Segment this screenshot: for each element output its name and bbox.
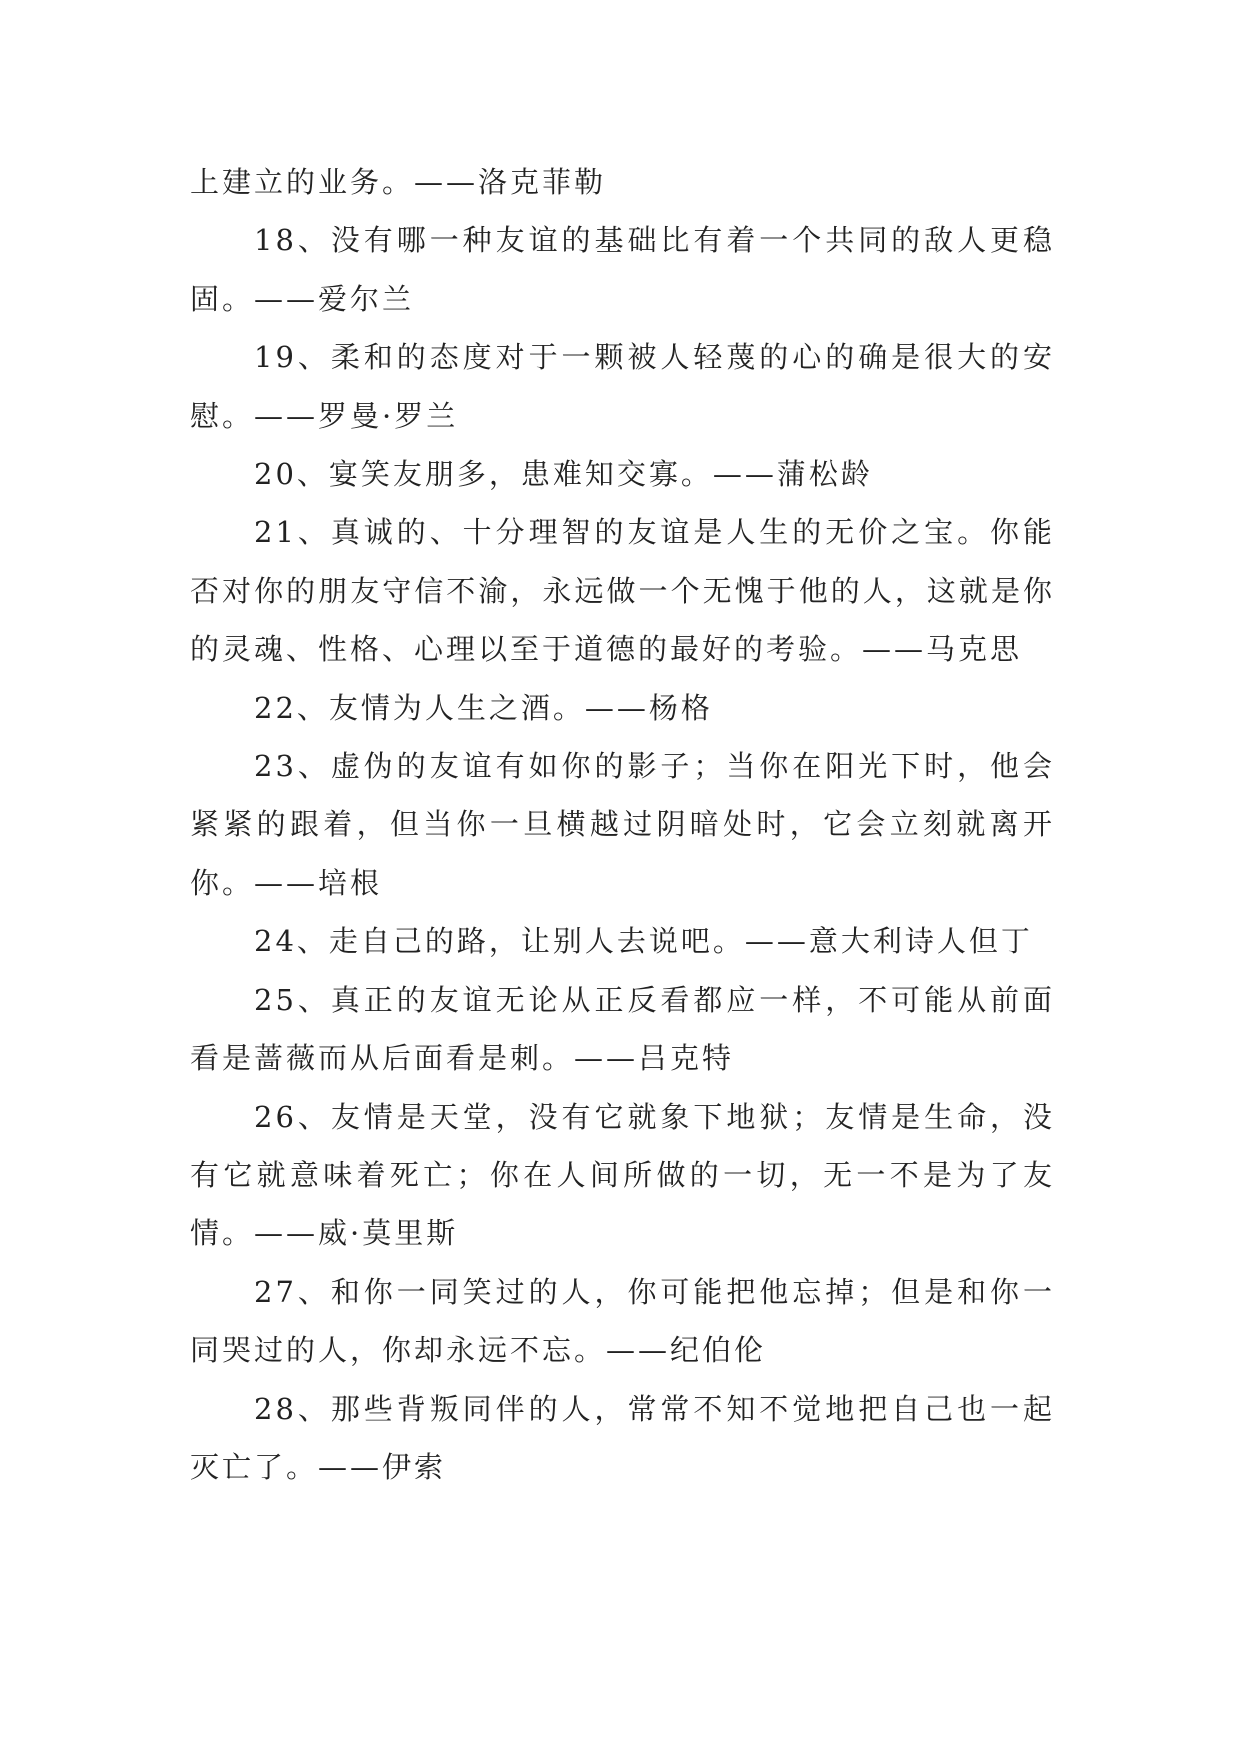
quote-22: 22、友情为人生之酒。——杨格 (254, 690, 713, 725)
document-page (190, 153, 1055, 1496)
quote-25: 25、真正的友谊无论从正反看都应一样，不可能从前面看是蔷薇而从后面看是刺。——吕克特 (190, 982, 1055, 1076)
quote-26: 26、友情是天堂，没有它就象下地狱；友情是生命，没有它就意味着死亡；你在人间所做的一切，无一不是为了友情。——威·莫里斯 (190, 1099, 1055, 1251)
quote-23: 23、虚伪的友谊有如你的影子；当你在阳光下时，他会紧紧的跟着，但当你一旦横越过阴暗处时，它会立刻就离开你。——培根 (190, 749, 1055, 900)
quote-18: 18、没有哪一种友谊的基础比有着一个共同的敌人更稳固。——爱尔兰 (190, 223, 1055, 316)
quote-28: 28、那些背叛同伴的人，常常不知不觉地把自己也一起灭亡了。——伊索 (190, 1391, 1055, 1484)
quote-20: 20、宴笑友朋多，患难知交寡。——蒲松龄 (254, 457, 873, 492)
quote-24: 24、走自己的路，让别人去说吧。——意大利诗人但丁 (254, 924, 1033, 959)
quote-27: 27、和你一同笑过的人，你可能把他忘掉；但是和你一同哭过的人，你却永远不忘。——纪伯伦 (190, 1274, 1055, 1368)
quote-21: 21、真诚的、十分理智的友谊是人生的无价之宝。你能否对你的朋友守信不渝，永远做一个无愧于他的人，这就是你的灵魂、性格、心理以至于道德的最好的考验。——马克思 (190, 515, 1055, 667)
paragraph-continuation: 上建立的业务。——洛克菲勒 (190, 165, 607, 199)
quote-19: 19、柔和的态度对于一颗被人轻蔑的心的确是很大的安慰。——罗曼·罗兰 (190, 340, 1055, 433)
